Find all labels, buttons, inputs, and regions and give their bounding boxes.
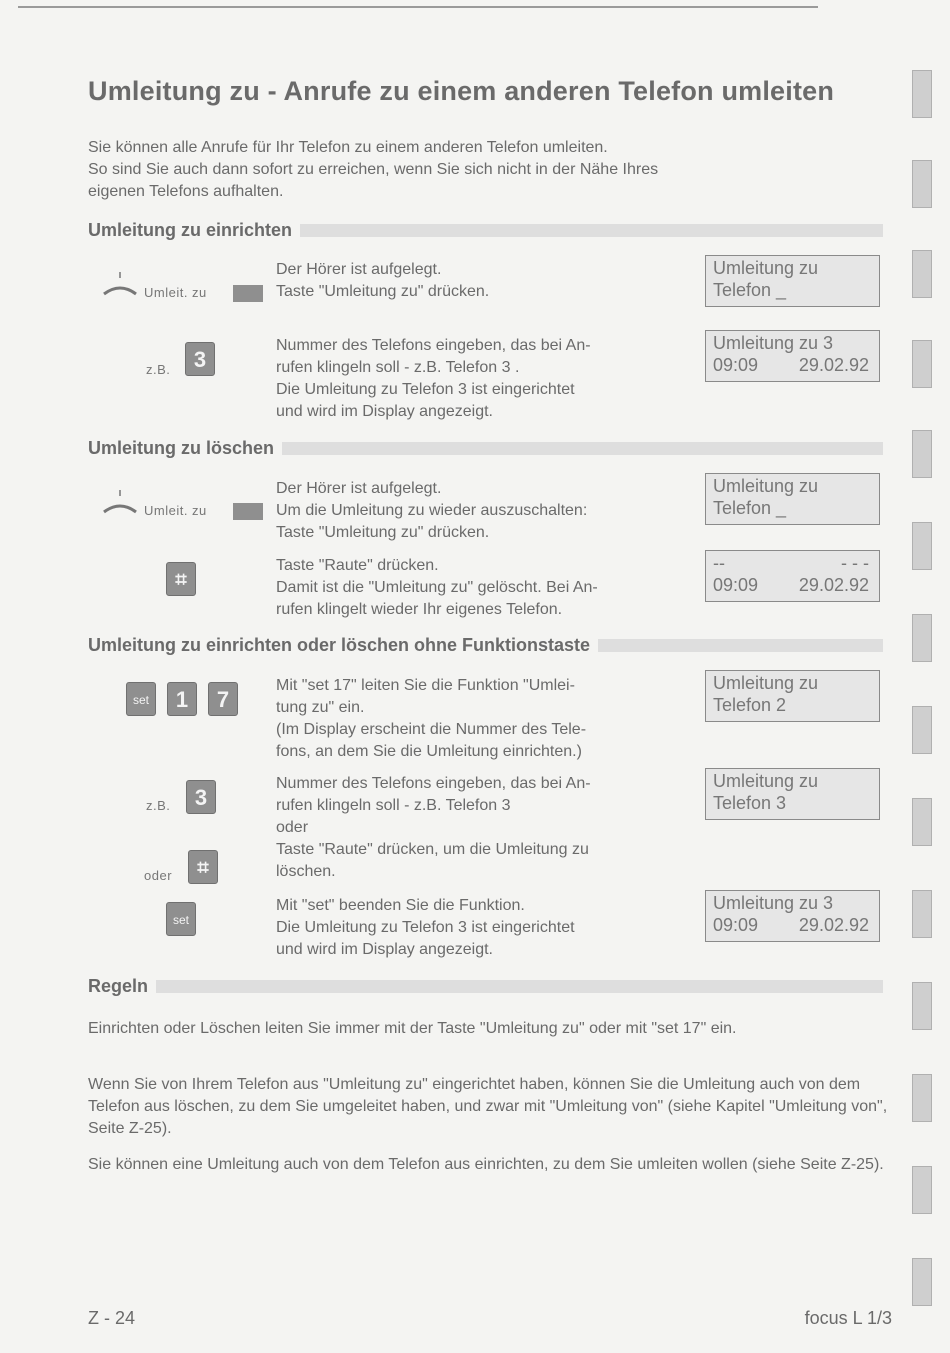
display-l1: Umleitung zu Telefon _ xyxy=(705,473,880,525)
intro-text: Sie können alle Anrufe für Ihr Telefon zu einem anderen Telefon umleiten. So sind Sie auch dann sofort zu erreichen, wenn Sie sich nicht in der Nähe Ihres eigenen Telefons aufhalten. xyxy=(88,139,659,200)
register-tab xyxy=(912,70,932,118)
umleitung-function-key[interactable] xyxy=(233,285,263,302)
register-tab xyxy=(912,522,932,570)
page-title: Umleitung zu - Anrufe zu einem anderen Telefon umleiten xyxy=(88,76,835,106)
register-tab xyxy=(912,614,932,662)
section-ohne-funktionstaste: Umleitung zu einrichten oder löschen ohne Funktionstaste xyxy=(88,635,883,657)
register-tab xyxy=(912,250,932,298)
register-tab xyxy=(912,1166,932,1214)
top-rule xyxy=(18,6,818,8)
oder-label: oder xyxy=(144,868,173,883)
step-l1: Der Hörer ist aufgelegt. Um die Umleitung zu wieder auszuschalten: Taste "Umleitung zu" drücken. xyxy=(276,480,588,541)
digit-1-key[interactable]: 1 xyxy=(167,682,197,716)
set-key[interactable]: set xyxy=(166,902,196,936)
display-o3: Umleitung zu 3 09:09 29.02.92 xyxy=(705,890,880,942)
step-o2: Nummer des Telefons eingeben, das bei An- rufen klingeln soll - z.B. Telefon 3 oder Taste "Raute" drücken, um die Umleitung zu löschen. xyxy=(276,775,591,880)
digit-3-key[interactable]: 3 xyxy=(185,342,215,376)
zb-label: z.B. xyxy=(146,798,171,813)
handset-icon xyxy=(100,270,140,300)
digit-7-key[interactable]: 7 xyxy=(208,682,238,716)
register-tab xyxy=(912,706,932,754)
display-o1: Umleitung zu Telefon 2 xyxy=(705,670,880,722)
rule-3: Sie können eine Umleitung auch von dem Telefon aus einrichten, zu dem Sie umleiten wollen (siehe Seite Z-25). xyxy=(88,1156,884,1173)
register-tab xyxy=(912,798,932,846)
register-tab xyxy=(912,1074,932,1122)
umleitung-function-key[interactable] xyxy=(233,503,263,520)
step-e2: Nummer des Telefons eingeben, das bei An- rufen klingeln soll - z.B. Telefon 3 . Die Umleitung zu Telefon 3 ist eingerichtet und wird im Display angezeigt. xyxy=(276,337,591,420)
register-tab xyxy=(912,160,932,208)
display-o2: Umleitung zu Telefon 3 xyxy=(705,768,880,820)
hash-key[interactable]: ⌗ xyxy=(188,850,218,884)
zb-label: z.B. xyxy=(146,362,171,377)
register-tab xyxy=(912,1258,932,1306)
step-e1: Der Hörer ist aufgelegt. Taste "Umleitung zu" drücken. xyxy=(276,261,490,300)
rule-1: Einrichten oder Löschen leiten Sie immer mit der Taste "Umleitung zu" oder mit "set 17" ein. xyxy=(88,1020,737,1037)
section-einrichten: Umleitung zu einrichten xyxy=(88,220,883,242)
step-o1: Mit "set 17" leiten Sie die Funktion "Umlei- tung zu" ein. (Im Display erscheint die Nummer des Tele- fons, an dem Sie die Umleitung einrichten.) xyxy=(276,677,587,760)
display-l2: -- - - - 09:09 29.02.92 xyxy=(705,550,880,602)
product-name: focus L 1/3 xyxy=(804,1308,892,1328)
section-loeschen: Umleitung zu löschen xyxy=(88,438,883,460)
handset-icon xyxy=(100,488,140,518)
digit-3-key[interactable]: 3 xyxy=(186,780,216,814)
register-tab xyxy=(912,430,932,478)
register-tab xyxy=(912,982,932,1030)
umleit-label: Umleit. zu xyxy=(144,285,207,300)
display-e1: Umleitung zu Telefon _ xyxy=(705,255,880,307)
rule-2: Wenn Sie von Ihrem Telefon aus "Umleitung zu" eingerichtet haben, können Sie die Umleitung auch von dem Telefon aus löschen, zu dem Sie umgeleitet haben, und zwar mit "Umleitung von" (siehe Kapitel "Umleitung von", Seite Z-25). xyxy=(88,1076,888,1137)
section-regeln: Regeln xyxy=(88,976,883,998)
register-tab xyxy=(912,890,932,938)
register-tab xyxy=(912,340,932,388)
set-key[interactable]: set xyxy=(126,682,156,716)
page-number: Z - 24 xyxy=(88,1308,136,1328)
umleit-label: Umleit. zu xyxy=(144,503,207,518)
step-l2: Taste "Raute" drücken. Damit ist die "Umleitung zu" gelöscht. Bei An- rufen klingelt wieder Ihr eigenes Telefon. xyxy=(276,557,598,618)
hash-key[interactable]: ⌗ xyxy=(166,562,196,596)
step-o3: Mit "set" beenden Sie die Funktion. Die Umleitung zu Telefon 3 ist eingerichtet und wird im Display angezeigt. xyxy=(276,897,575,958)
display-e2: Umleitung zu 3 09:09 29.02.92 xyxy=(705,330,880,382)
